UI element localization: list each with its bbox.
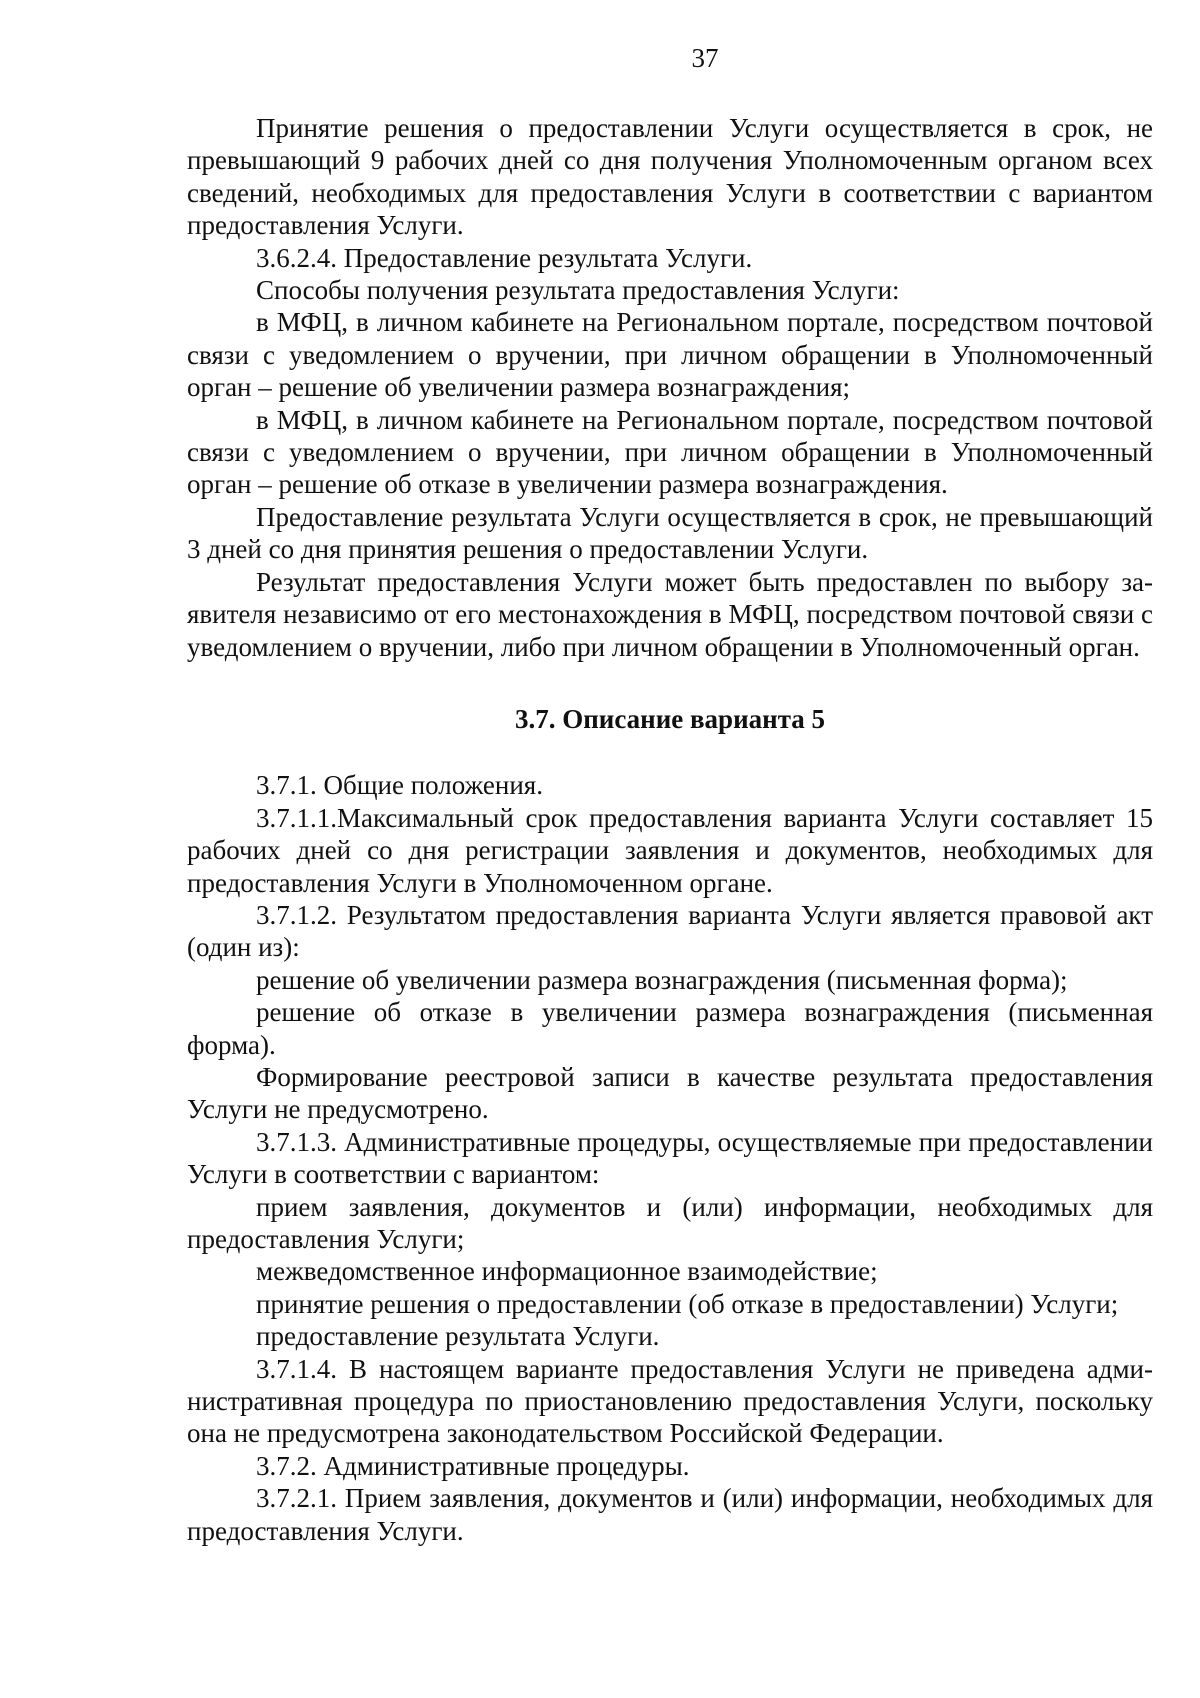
paragraph-way-refusal: в МФЦ, в личном кабинете на Региональном портале, посредством почтовой связи с уведомлением о вручении, при личном обращении в Уполномоченный орган – решение об отказе в увеличении размера вознаграждения. [187,404,1153,500]
paragraph-decision-term: Принятие решения о предоставлении Услуги осуществляется в срок, не превышающий 9 рабочих дней со дня получения Уполномоченным органом всех сведений, необходимых для предоставления Услуги в соответствии с вариантом предоставления Услуги. [187,113,1153,241]
paragraph-result-refusal: решение об отказе в увеличении размера вознаграждения (письменная форма). [187,997,1153,1060]
paragraph-result-choice: Результат предоставления Услуги может быть предоставлен по выбору заявителя независимо от его местонахождения в МФЦ, посредством почтовой связи с уведомлением о вручении, либо при личном обращении в Уполномоченный орган. [187,566,1153,662]
paragraph-way-increase: в МФЦ, в личном кабинете на Региональном портале, посредством почтовой связи с уведомлением о вручении, при личном обращении в Уполномоченный орган – решение об увеличении размера вознаграждения; [187,307,1153,403]
paragraph-result-increase: решение об увеличении размера вознаграждения (письменная форма); [256,964,1068,995]
page-number: 37 [691,43,719,73]
paragraph-procedure-reception: прием заявления, документов и (или) информации, необходимых для предоставления Услуги; [187,1191,1153,1254]
paragraph-3-7-2-1: 3.7.2.1. Прием заявления, документов и (или) информации, необходимых для предоставления Услуги. [187,1483,1153,1546]
paragraph-3-6-2-4: 3.6.2.4. Предоставление результата Услуги. [256,242,753,273]
paragraph-3-7-1-2: 3.7.1.2. Результатом предоставления варианта Услуги является правовой акт (один из): [187,899,1153,963]
paragraph-3-7-1-1: 3.7.1.1.Максимальный срок предоставления варианта Услуги составляет 15 рабочих дней со дня регистрации заявления и документов, необходимых для предоставления Услуги в Уполномоченном органе. [187,802,1153,898]
paragraph-result-term: Предоставление результата Услуги осуществляется в срок, не превышающий 3 дней со дня принятия решения о предоставлении Услуги. [187,501,1153,565]
paragraph-3-7-1-3: 3.7.1.3. Административные процедуры, осуществляемые при предоставлении Услуги в соответствии с вариантом: [187,1126,1153,1190]
paragraph-procedure-interagency: межведомственное информационное взаимодействие; [256,1256,878,1287]
paragraph-procedure-decision: принятие решения о предоставлении (об отказе в предоставлении) Услуги; [256,1288,1119,1319]
section-heading: 3.7. Описание варианта 5 [514,703,826,734]
paragraph-3-7-1: 3.7.1. Общие положения. [256,770,543,801]
paragraph-3-7-2: 3.7.2. Административные процедуры. [256,1450,690,1481]
paragraph-ways-of-receiving: Способы получения результата предоставления Услуги: [256,275,900,306]
paragraph-registry-record: Формирование реестровой записи в качестве результата предоставления Услуги не предусмотрено. [187,1061,1153,1125]
paragraph-procedure-result: предоставление результата Услуги. [256,1321,660,1352]
document-body [187,112,1153,1547]
paragraph-3-7-1-4: 3.7.1.4. В настоящем варианте предоставления Услуги не приведена административная процедура по приостановлению предоставления Услуги, поскольку она не предусмотрена законодательством Российской Федерации. [187,1353,1153,1449]
